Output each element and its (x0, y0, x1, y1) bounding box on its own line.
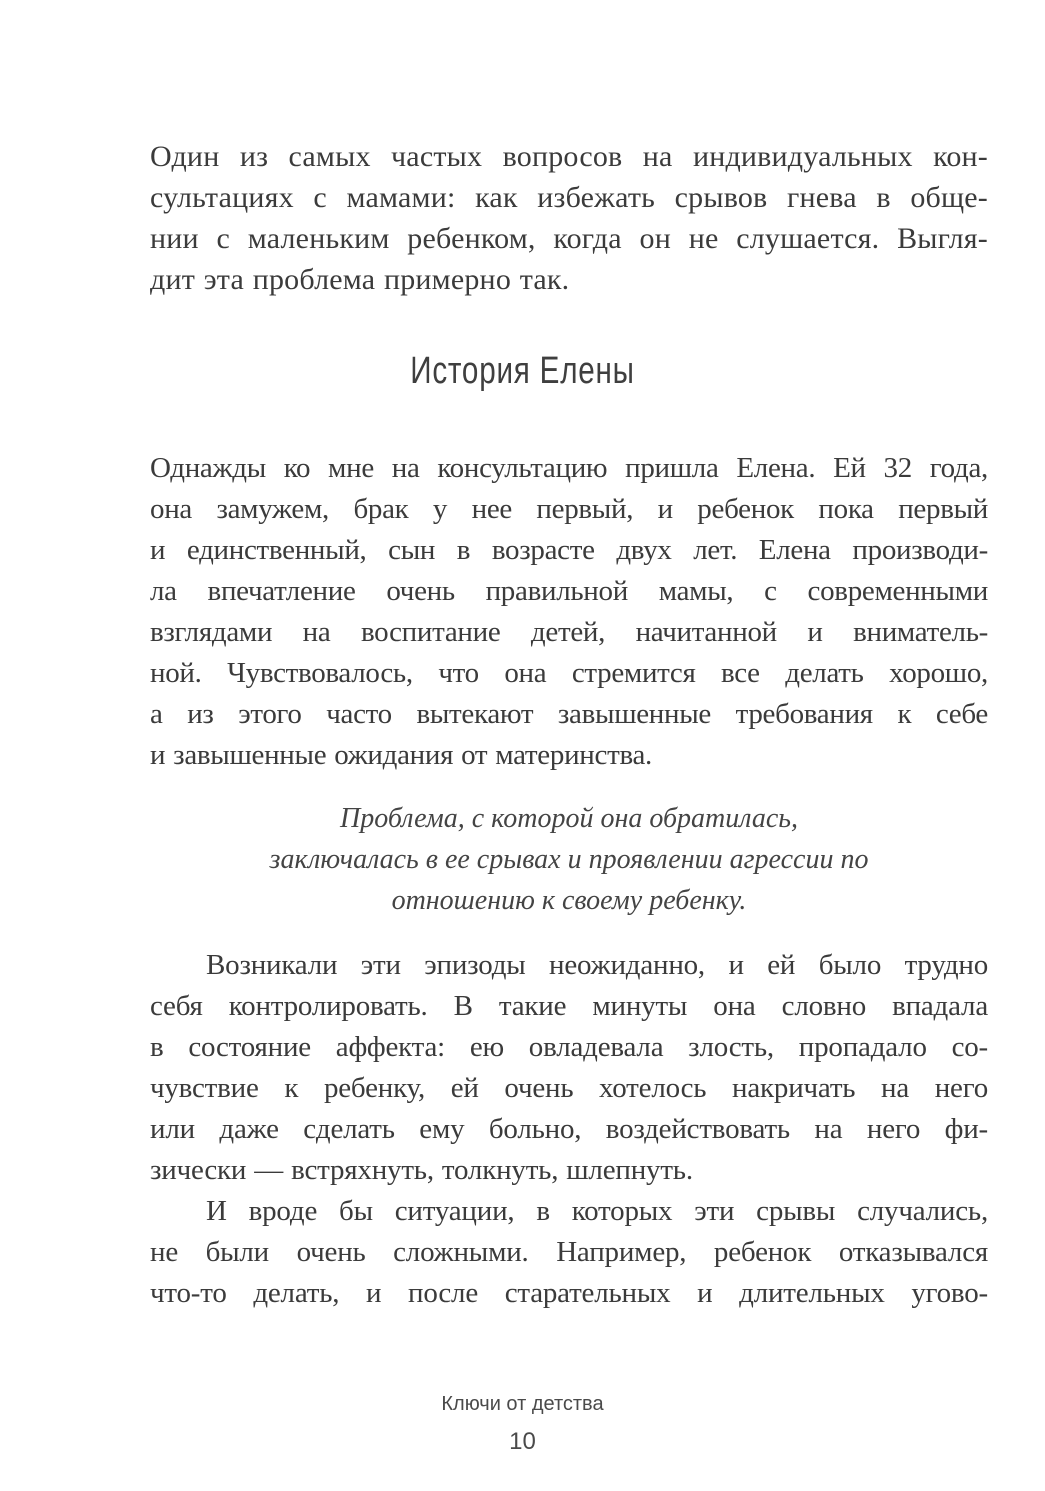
text-line: И вроде бы ситуации, в которых эти срывы случались, (206, 1195, 988, 1227)
text-line: взглядами на воспитание детей, начитанной и вниматель- (150, 616, 988, 648)
text-line: или даже сделать ему больно, воздействовать на него фи- (150, 1113, 988, 1145)
quote-line: заключалась в ее срывах и проявлении агрессии по (269, 844, 869, 875)
text-line: ной. Чувствовалось, что она стремится все делать хорошо, (150, 657, 988, 689)
text-line: а из этого часто вытекают завышенные требования к себе (150, 698, 988, 730)
story-paragraph-1 (150, 448, 988, 776)
text-line: Возникали эти эпизоды неожиданно, и ей было трудно (206, 949, 988, 981)
text-line: сультациях с мамами: как избежать срывов гнева в обще- (150, 181, 988, 214)
intro-paragraph (150, 136, 988, 300)
text-line: ла впечатление очень правильной мамы, с современными (150, 575, 988, 607)
quote-line: Проблема, с которой она обратилась, (340, 803, 798, 834)
section-heading: История Елены (410, 350, 635, 392)
story-paragraph-2 (150, 945, 988, 1191)
text-line: зически — встряхнуть, толкнуть, шлепнуть. (150, 1154, 693, 1186)
story-paragraph-3 (150, 1191, 988, 1314)
text-line: себя контролировать. В такие минуты она словно впадала (150, 990, 988, 1022)
text-line: чувствие к ребенку, ей очень хотелось накричать на него (150, 1072, 988, 1104)
page-number: 10 (509, 1428, 536, 1455)
pull-quote (150, 798, 988, 921)
text-line: что-то делать, и после старательных и длительных угово- (150, 1277, 988, 1309)
text-line: и завышенные ожидания от материнства. (150, 739, 652, 771)
text-line: в состояние аффекта: ею овладевала злость, пропадало со- (150, 1031, 988, 1063)
text-line: не были очень сложными. Например, ребенок отказывался (150, 1236, 988, 1268)
text-line: и единственный, сын в возрасте двух лет. Елена производи- (150, 534, 988, 566)
text-line: Один из самых частых вопросов на индивидуальных кон- (150, 140, 988, 173)
running-footer-title: Ключи от детства (441, 1393, 604, 1415)
text-line: дит эта проблема примерно так. (150, 263, 570, 296)
text-line: она замужем, брак у нее первый, и ребенок пока первый (150, 493, 988, 525)
text-line: Однажды ко мне на консультацию пришла Елена. Ей 32 года, (150, 452, 988, 484)
quote-line: отношению к своему ребенку. (391, 885, 747, 916)
text-line: нии с маленьким ребенком, когда он не слушается. Выгля- (150, 222, 988, 255)
